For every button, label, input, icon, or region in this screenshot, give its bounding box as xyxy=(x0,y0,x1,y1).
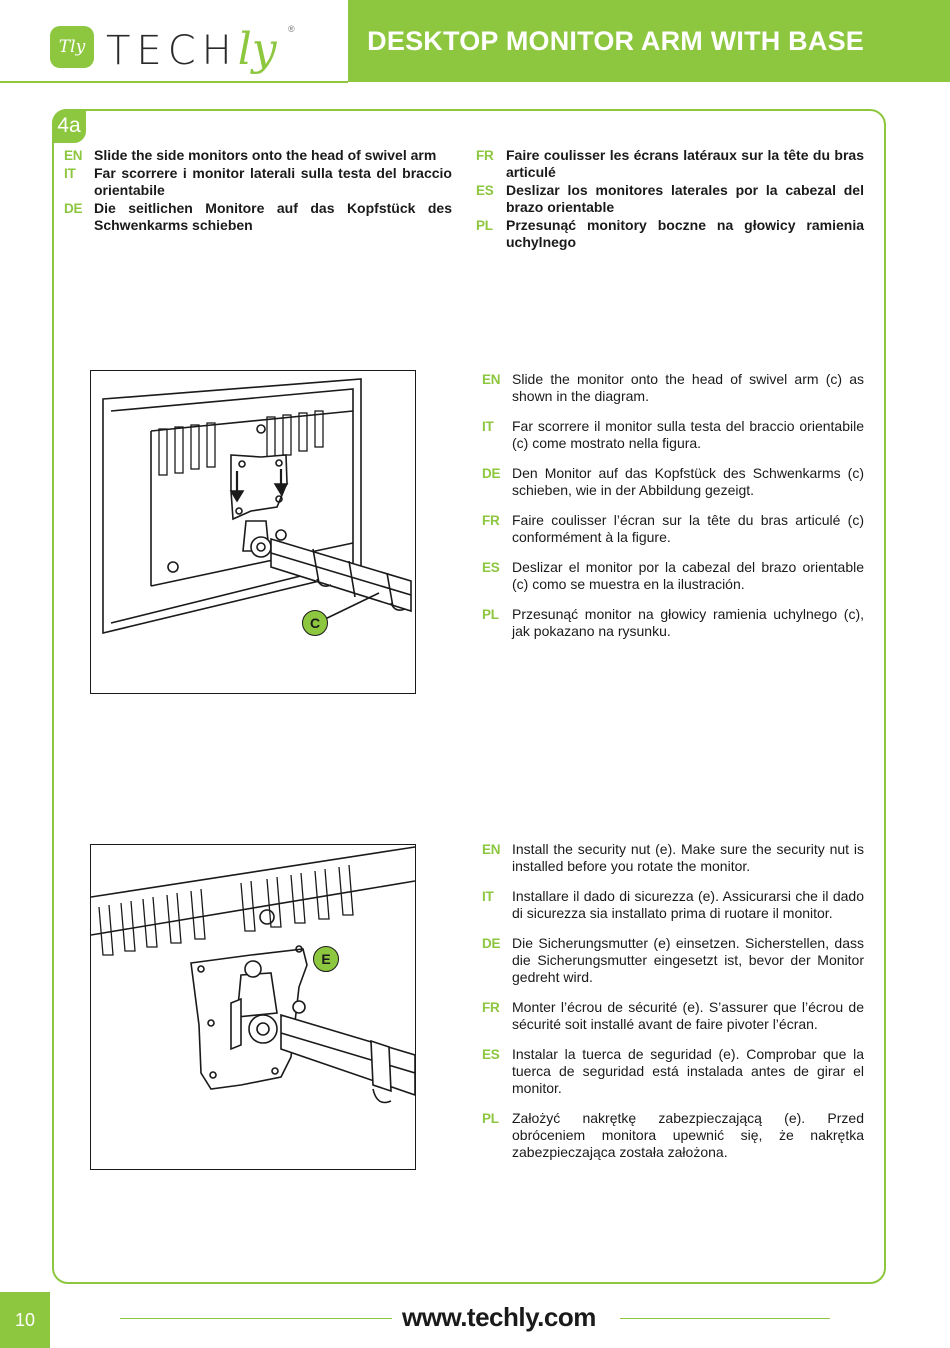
s2-row-it xyxy=(482,888,864,922)
page-title: DESKTOP MONITOR ARM WITH BASE xyxy=(367,26,864,56)
s2-row-de xyxy=(482,935,864,986)
logo-mark: Tly xyxy=(50,26,94,68)
lang-code: DE xyxy=(482,466,501,481)
illustration-slide-monitor xyxy=(90,370,416,694)
intro-text: Die seitlichen Monitore auf das Kopfstück des Schwenkarms schieben xyxy=(94,200,452,233)
intro-row-pl xyxy=(476,217,864,251)
instruction-text: Przesunąć monitor na głowicy ramienia uchylnego (c), jak pokazano na rysunku. xyxy=(512,606,864,639)
lang-code: EN xyxy=(64,148,83,163)
callout-c: C xyxy=(302,610,328,636)
intro-row-en xyxy=(64,147,452,164)
instruction-text: Założyć nakrętkę zabezpieczającą (e). Przed obróceniem monitora upewnić się, że nakrętka zabezpieczająca została założona. xyxy=(512,1110,864,1160)
instruction-text: Far scorrere il monitor sulla testa del braccio orientabile (c) come mostrato nella figura. xyxy=(512,418,864,451)
instruction-text: Den Monitor auf das Kopfstück des Schwenkarms (c) schieben, wie in der Abbildung gezeigt. xyxy=(512,465,864,498)
intro-row-it xyxy=(64,165,452,199)
s2-row-en xyxy=(482,841,864,875)
lang-code: PL xyxy=(482,1111,499,1126)
lang-code: EN xyxy=(482,372,501,387)
s1-row-it xyxy=(482,418,864,452)
instruction-text: Instalar la tuerca de seguridad (e). Comprobar que la tuerca de seguridad está instalada antes de girar el monitor. xyxy=(512,1046,864,1096)
intro-text: Far scorrere i monitor laterali sulla testa del braccio orientabile xyxy=(94,165,452,198)
header-rule xyxy=(0,81,348,83)
lang-code: FR xyxy=(476,148,494,163)
logo-suffix: ly xyxy=(237,24,277,75)
logo-wordmark xyxy=(106,24,277,75)
s1-row-en xyxy=(482,371,864,405)
lang-code: PL xyxy=(482,607,499,622)
s1-row-de xyxy=(482,465,864,499)
lang-code: IT xyxy=(482,419,494,434)
security-nut-drawing xyxy=(91,845,415,1169)
instruction-text: Slide the monitor onto the head of swivel arm (c) as shown in the diagram. xyxy=(512,371,864,404)
website-link[interactable]: www.techly.com xyxy=(402,1302,596,1332)
instruction-text: Faire coulisser l’écran sur la tête du bras articulé (c) conformément à la figure. xyxy=(512,512,864,545)
instruction-text: Installare il dado di sicurezza (e). Assicurarsi che il dado di sicurezza sia installato prima di ruotare il monitor. xyxy=(512,888,864,921)
lang-code: DE xyxy=(64,201,83,216)
intro-row-fr xyxy=(476,147,864,181)
lang-code: FR xyxy=(482,513,500,528)
illustration-security-nut xyxy=(90,844,416,1170)
s2-row-pl xyxy=(482,1110,864,1161)
instruction-text: Deslizar el monitor por la cabezal del brazo orientable (c) como se muestra en la ilustración. xyxy=(512,559,864,592)
intro-left-column xyxy=(64,147,452,235)
footer-rule-right xyxy=(620,1318,830,1319)
lang-code: ES xyxy=(482,1047,500,1062)
section1-instructions xyxy=(482,371,864,653)
monitor-arm-drawing xyxy=(91,371,415,693)
instruction-text: Monter l’écrou de sécurité (e). S’assurer que l’écrou de sécurité soit installé avant de faire pivoter l’écran. xyxy=(512,999,864,1032)
lang-code: IT xyxy=(482,889,494,904)
lang-code: FR xyxy=(482,1000,500,1015)
page-number: 10 xyxy=(0,1292,50,1348)
callout-e: E xyxy=(313,946,339,972)
step-badge: 4a xyxy=(52,109,86,143)
lang-code: ES xyxy=(482,560,500,575)
intro-right-column xyxy=(476,147,864,252)
s1-row-fr xyxy=(482,512,864,546)
registered-mark: ® xyxy=(288,24,295,34)
lang-code: PL xyxy=(476,218,493,233)
intro-text: Deslizar los monitores laterales por la cabezal del brazo orientable xyxy=(506,182,864,215)
intro-row-es xyxy=(476,182,864,216)
lang-code: EN xyxy=(482,842,501,857)
intro-text: Przesunąć monitory boczne na głowicy ramienia uchylnego xyxy=(506,217,864,250)
intro-row-de xyxy=(64,200,452,234)
s1-row-pl xyxy=(482,606,864,640)
instruction-text: Die Sicherungsmutter (e) einsetzen. Sicherstellen, dass die Sicherungsmutter eingesetzt ist, bevor der Monitor gedreht wird. xyxy=(512,935,864,985)
instruction-text: Install the security nut (e). Make sure the security nut is installed before you rotate the monitor. xyxy=(512,841,864,874)
lang-code: IT xyxy=(64,166,76,181)
brand-logo xyxy=(50,22,310,74)
s1-row-es xyxy=(482,559,864,593)
intro-text: Faire coulisser les écrans latéraux sur la tête du bras articulé xyxy=(506,147,864,180)
lang-code: ES xyxy=(476,183,494,198)
title-band xyxy=(348,0,950,82)
footer-rule-left xyxy=(120,1318,392,1319)
section2-instructions xyxy=(482,841,864,1174)
s2-row-fr xyxy=(482,999,864,1033)
lang-code: DE xyxy=(482,936,501,951)
intro-text: Slide the side monitors onto the head of swivel arm xyxy=(94,147,437,163)
s2-row-es xyxy=(482,1046,864,1097)
logo-text: TECH xyxy=(106,28,238,74)
